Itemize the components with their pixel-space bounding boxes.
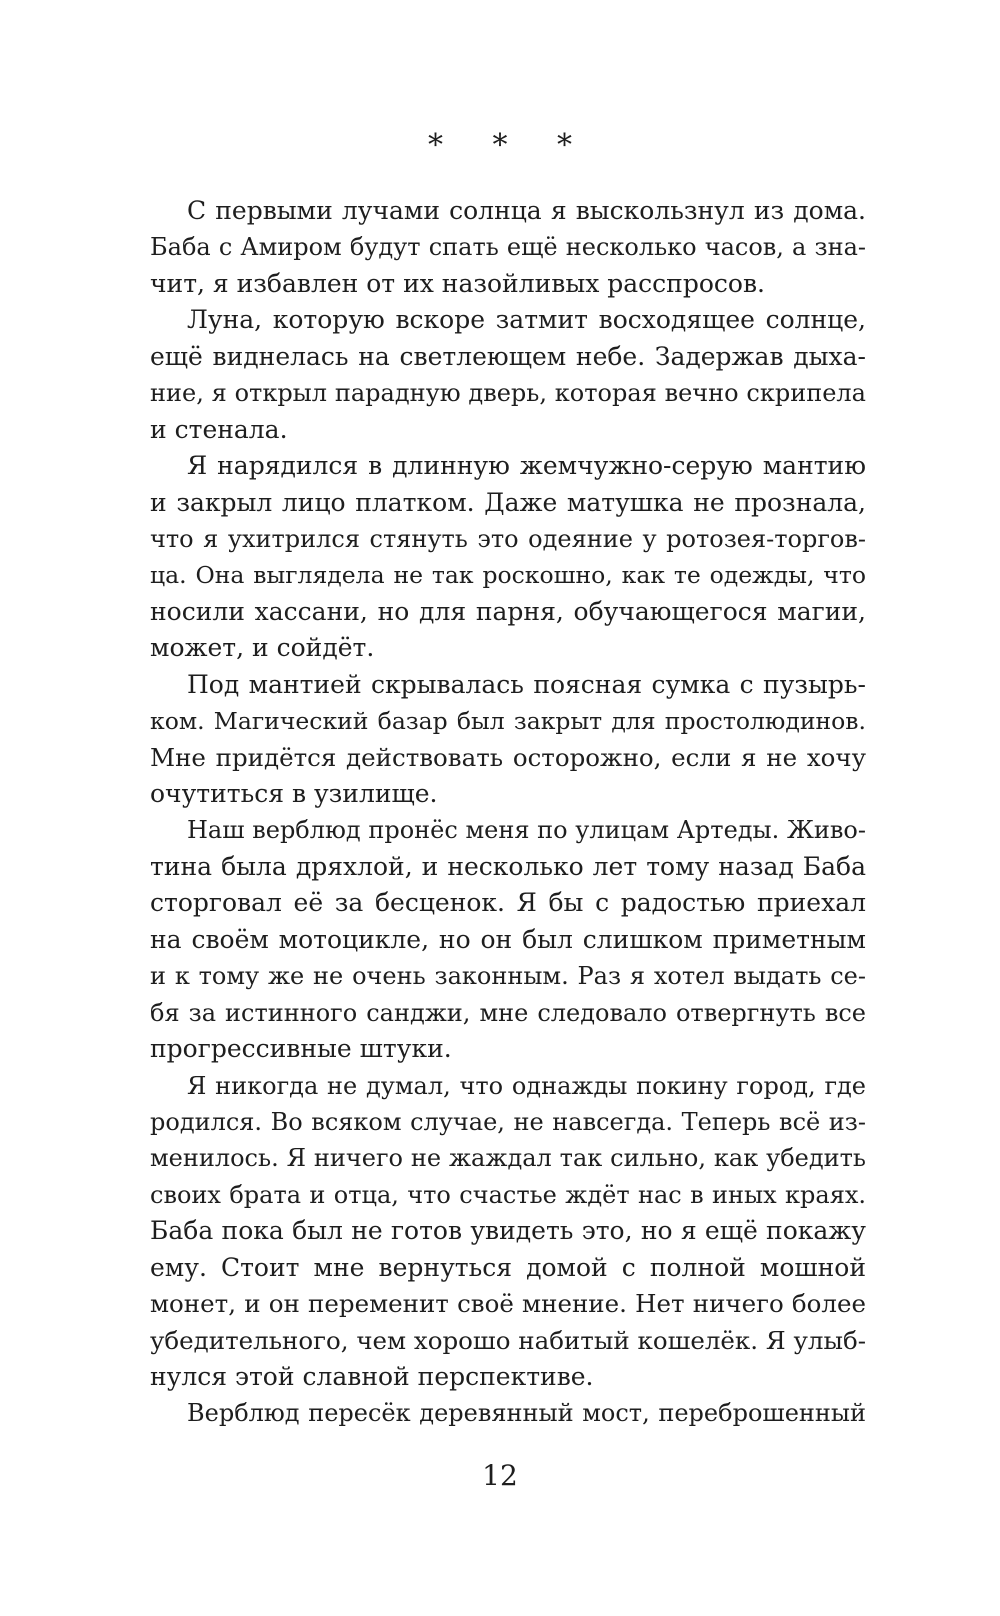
text-line: ещё виднелась на светлеющем небе. Задержав дыха- — [150, 341, 866, 371]
section-separator: * * * — [427, 128, 593, 163]
text-line: С первыми лучами солнца я выскользнул из дома. — [187, 196, 866, 225]
text-line: нулся этой славной перспективе. — [150, 1362, 594, 1391]
text-line: сторговал её за бесценок. Я бы с радостью приехал — [150, 888, 866, 918]
text-line: ему. Стоит мне вернуться домой с полной мошной — [150, 1252, 866, 1282]
text-line: тина была дряхлой, и несколько лет тому назад Баба — [150, 851, 866, 881]
text-line: что я ухитрился стянуть это одеяние у ротозея-торгов- — [150, 524, 866, 553]
text-line: Я никогда не думал, что однажды покину город, где — [187, 1071, 866, 1100]
text-line: Баба с Амиром будут спать ещё несколько часов, а зна- — [150, 233, 866, 262]
text-line: Баба пока был не готов увидеть это, но я ещё покажу — [150, 1216, 866, 1246]
text-line: очутиться в узилище. — [150, 779, 438, 808]
text-line: убедительного, чем хорошо набитый кошелёк. Я улыб- — [150, 1325, 866, 1355]
text-line: Я нарядился в длинную жемчужно-серую мантию — [187, 451, 866, 481]
text-line: Мне придётся действовать осторожно, если я не хочу — [150, 742, 866, 772]
text-line: Верблюд пересёк деревянный мост, переброшенный — [187, 1399, 866, 1428]
text-line: носили хассани, но для парня, обучающегося магии, — [150, 596, 866, 626]
text-line: ние, я открыл парадную дверь, которая вечно скрипела — [150, 379, 866, 408]
text-line: прогрессивные штуки. — [150, 1034, 452, 1064]
text-line: и стенала. — [150, 414, 288, 444]
text-line: монет, и он переменит своё мнение. Нет ничего более — [150, 1289, 866, 1319]
text-line: родился. Во всяком случае, не навсегда. Теперь всё из- — [150, 1107, 866, 1136]
text-line: бя за истинного санджи, мне следовало отвергнуть все — [150, 998, 866, 1027]
text-line: может, и сойдёт. — [150, 633, 375, 663]
text-line: менилось. Я ничего не жаждал так сильно, как убедить — [150, 1144, 866, 1173]
text-line: Луна, которую вскоре затмит восходящее солнце, — [187, 305, 866, 335]
text-line: Наш верблюд пронёс меня по улицам Артеды. Живо- — [187, 816, 866, 845]
text-line: ца. Она выглядела не так роскошно, как те одежды, что — [150, 561, 866, 590]
text-line: и закрыл лицо платком. Даже матушка не прознала, — [150, 487, 866, 517]
text-line: и к тому же не очень законным. Раз я хотел выдать се- — [150, 962, 866, 991]
text-line: Под мантией скрывалась поясная сумка с пузырь- — [187, 669, 866, 699]
text-line: на своём мотоцикле, но он был слишком приметным — [150, 924, 866, 954]
text-line: своих брата и отца, что счастье ждёт нас в иных краях. — [150, 1180, 866, 1209]
text-line: ком. Магический базар был закрыт для простолюдинов. — [150, 707, 866, 736]
text-line: чит, я избавлен от их назойливых расспросов. — [150, 268, 765, 298]
page-number: 12 — [482, 1459, 518, 1492]
body-text — [150, 193, 866, 1432]
